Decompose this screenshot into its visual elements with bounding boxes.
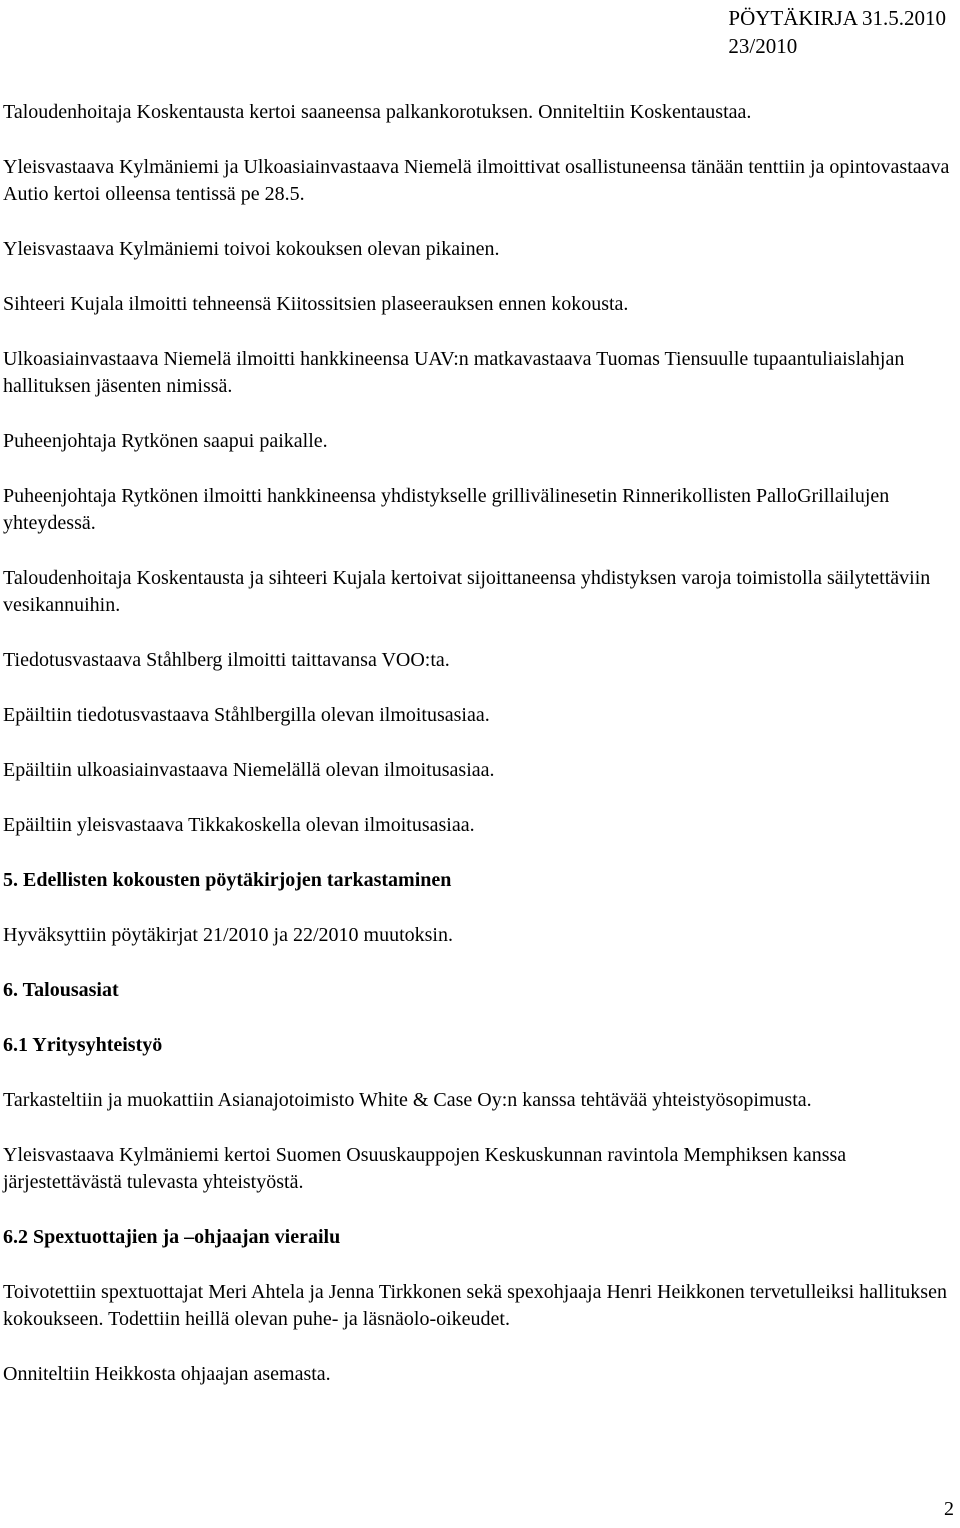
paragraph: Hyväksyttiin pöytäkirjat 21/2010 ja 22/2010 muutoksin. bbox=[3, 924, 453, 946]
paragraph: Yleisvastaava Kylmäniemi kertoi Suomen Osuuskauppojen Keskuskunnan ravintola Memphiksen kanssa järjestettävästä tulevasta yhteistyöstä. bbox=[3, 1144, 847, 1193]
document-header bbox=[728, 4, 946, 60]
paragraph: Ulkoasiainvastaava Niemelä ilmoitti hankkineensa UAV:n matkavastaava Tuomas Tiensuulle tupaantuliaislahjan hallituksen jäsenten nimissä. bbox=[3, 348, 905, 397]
document-number: 23/2010 bbox=[728, 34, 798, 58]
paragraph: Tarkasteltiin ja muokattiin Asianajotoimisto White & Case Oy:n kanssa tehtävää yhteistyösopimusta. bbox=[3, 1089, 812, 1111]
paragraph: Epäiltiin ulkoasiainvastaava Niemelällä olevan ilmoitusasiaa. bbox=[3, 759, 495, 781]
paragraph: Puheenjohtaja Rytkönen ilmoitti hankkineensa yhdistykselle grillivälinesetin Rinnerikollisten PalloGrillailujen yhteydessä. bbox=[3, 485, 890, 534]
section-heading-5: 5. Edellisten kokousten pöytäkirjojen tarkastaminen bbox=[3, 869, 452, 891]
paragraph: Epäiltiin yleisvastaava Tikkakoskella olevan ilmoitusasiaa. bbox=[3, 814, 475, 836]
subsection-heading-6-2: 6.2 Spextuottajien ja –ohjaajan vierailu bbox=[3, 1226, 341, 1248]
paragraph: Toivotettiin spextuottajat Meri Ahtela ja Jenna Tirkkonen sekä spexohjaaja Henri Heikkonen tervetulleiksi hallituksen kokoukseen. Todettiin heillä olevan puhe- ja läsnäolo-oikeudet. bbox=[3, 1281, 947, 1330]
paragraph: Yleisvastaava Kylmäniemi ja Ulkoasiainvastaava Niemelä ilmoittivat osallistuneensa tänään tenttiin ja opintovastaava Autio kertoi olleensa tentissä pe 28.5. bbox=[3, 156, 950, 205]
section-heading-6: 6. Talousasiat bbox=[3, 979, 119, 1001]
paragraph: Sihteeri Kujala ilmoitti tehneensä Kiitossitsien plaseerauksen ennen kokousta. bbox=[3, 293, 629, 315]
page-number: 2 bbox=[944, 1498, 954, 1520]
paragraph: Epäiltiin tiedotusvastaava Ståhlbergilla olevan ilmoitusasiaa. bbox=[3, 704, 490, 726]
paragraph: Puheenjohtaja Rytkönen saapui paikalle. bbox=[3, 430, 328, 452]
document-title: PÖYTÄKIRJA 31.5.2010 bbox=[728, 6, 946, 30]
paragraph: Taloudenhoitaja Koskentausta ja sihteeri Kujala kertoivat sijoittaneensa yhdistyksen varoja toimistolla säilytettäviin vesikannuihin. bbox=[3, 567, 931, 616]
paragraph: Taloudenhoitaja Koskentausta kertoi saaneensa palkankorotuksen. Onniteltiin Koskentaustaa. bbox=[3, 101, 752, 123]
paragraph: Onniteltiin Heikkosta ohjaajan asemasta. bbox=[3, 1363, 331, 1385]
paragraph: Yleisvastaava Kylmäniemi toivoi kokouksen olevan pikainen. bbox=[3, 238, 500, 260]
document-body bbox=[3, 99, 953, 1416]
paragraph: Tiedotusvastaava Ståhlberg ilmoitti taittavansa VOO:ta. bbox=[3, 649, 450, 671]
subsection-heading-6-1: 6.1 Yritysyhteistyö bbox=[3, 1034, 163, 1056]
